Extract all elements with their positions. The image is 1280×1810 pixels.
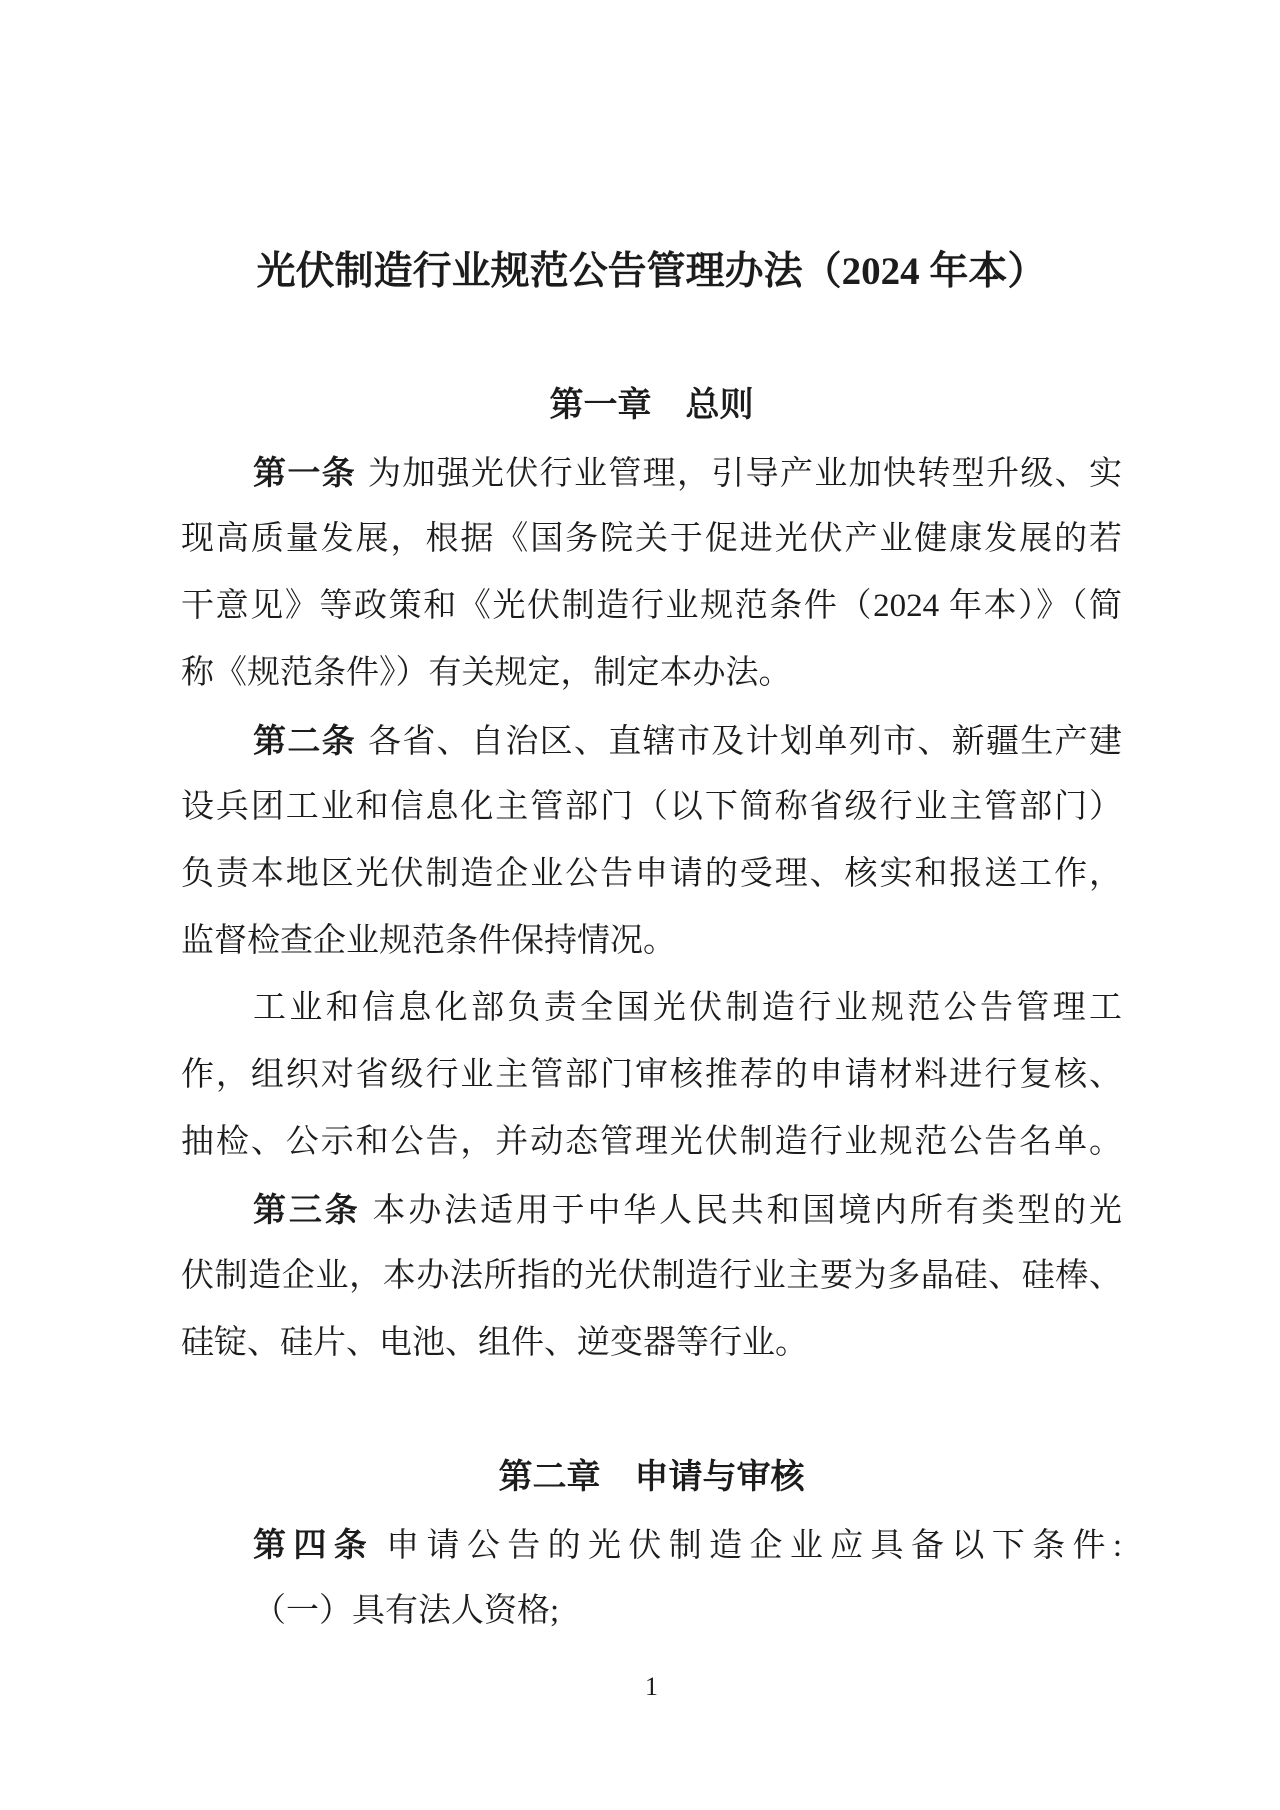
line-text: 作，组织对省级行业主管部门审核推荐的申请材料进行复核、 [181, 1057, 1122, 1093]
line-text: 设兵团工业和信息化主管部门（以下简称省级行业主管部门） [181, 789, 1122, 825]
document-line [181, 1243, 1122, 1310]
document-title: 光伏制造行业规范公告管理办法（2024 年本） [256, 250, 1047, 293]
document-line [181, 573, 1122, 640]
chapter-heading-text: 第二章 申请与审核 [498, 1458, 805, 1496]
document-line [181, 975, 1122, 1042]
document-line [181, 439, 1122, 506]
document-line [181, 1578, 1122, 1645]
document-line [181, 1042, 1122, 1109]
chapter-heading-text: 第一章 总则 [549, 386, 754, 424]
document-line [181, 506, 1122, 573]
line-text: 称《规范条件》）有关规定，制定本办法。 [181, 655, 792, 691]
line-text: 申请公告的光伏制造企业应具备以下条件: [386, 1528, 1123, 1564]
article-number: 第四条 [253, 1526, 375, 1563]
article-number: 第二条 [253, 722, 356, 759]
document-body [181, 372, 1122, 1645]
chapter-heading [181, 1444, 1122, 1511]
line-text: 各省、自治区、直辖市及计划单列市、新疆生产建 [368, 724, 1122, 760]
chapter-heading [181, 372, 1122, 439]
document-line [181, 707, 1122, 774]
line-text: 干意见》等政策和《光伏制造行业规范条件（2024 年本）》（简 [181, 588, 1122, 624]
line-text: 监督检查企业规范条件保持情况。 [181, 923, 676, 959]
line-text: 伏制造企业，本办法所指的光伏制造行业主要为多晶硅、硅棒、 [181, 1258, 1122, 1294]
blank-line [181, 1377, 1122, 1444]
article-number: 第三条 [253, 1191, 361, 1228]
line-text: 工业和信息化部负责全国光伏制造行业规范公告管理工 [253, 990, 1122, 1026]
article-number: 第一条 [253, 454, 356, 491]
document-line [181, 1310, 1122, 1377]
document-line [181, 1109, 1122, 1176]
line-text: 硅锭、硅片、电池、组件、逆变器等行业。 [181, 1325, 808, 1361]
line-text: 抽检、公示和公告，并动态管理光伏制造行业规范公告名单。 [181, 1124, 1122, 1160]
line-text: 本办法适用于中华人民共和国境内所有类型的光 [372, 1193, 1123, 1229]
document-line [181, 640, 1122, 707]
line-text: （一）具有法人资格; [253, 1593, 560, 1629]
document-line [181, 774, 1122, 841]
document-line [181, 908, 1122, 975]
line-text: 现高质量发展，根据《国务院关于促进光伏产业健康发展的若 [181, 521, 1122, 557]
document-line [181, 1176, 1122, 1243]
document-line [181, 841, 1122, 908]
document-line [181, 1511, 1122, 1578]
page-number: 1 [645, 1672, 658, 1701]
line-text: 负责本地区光伏制造企业公告申请的受理、核实和报送工作， [181, 856, 1122, 892]
line-text: 为加强光伏行业管理，引导产业加快转型升级、实 [368, 456, 1122, 492]
